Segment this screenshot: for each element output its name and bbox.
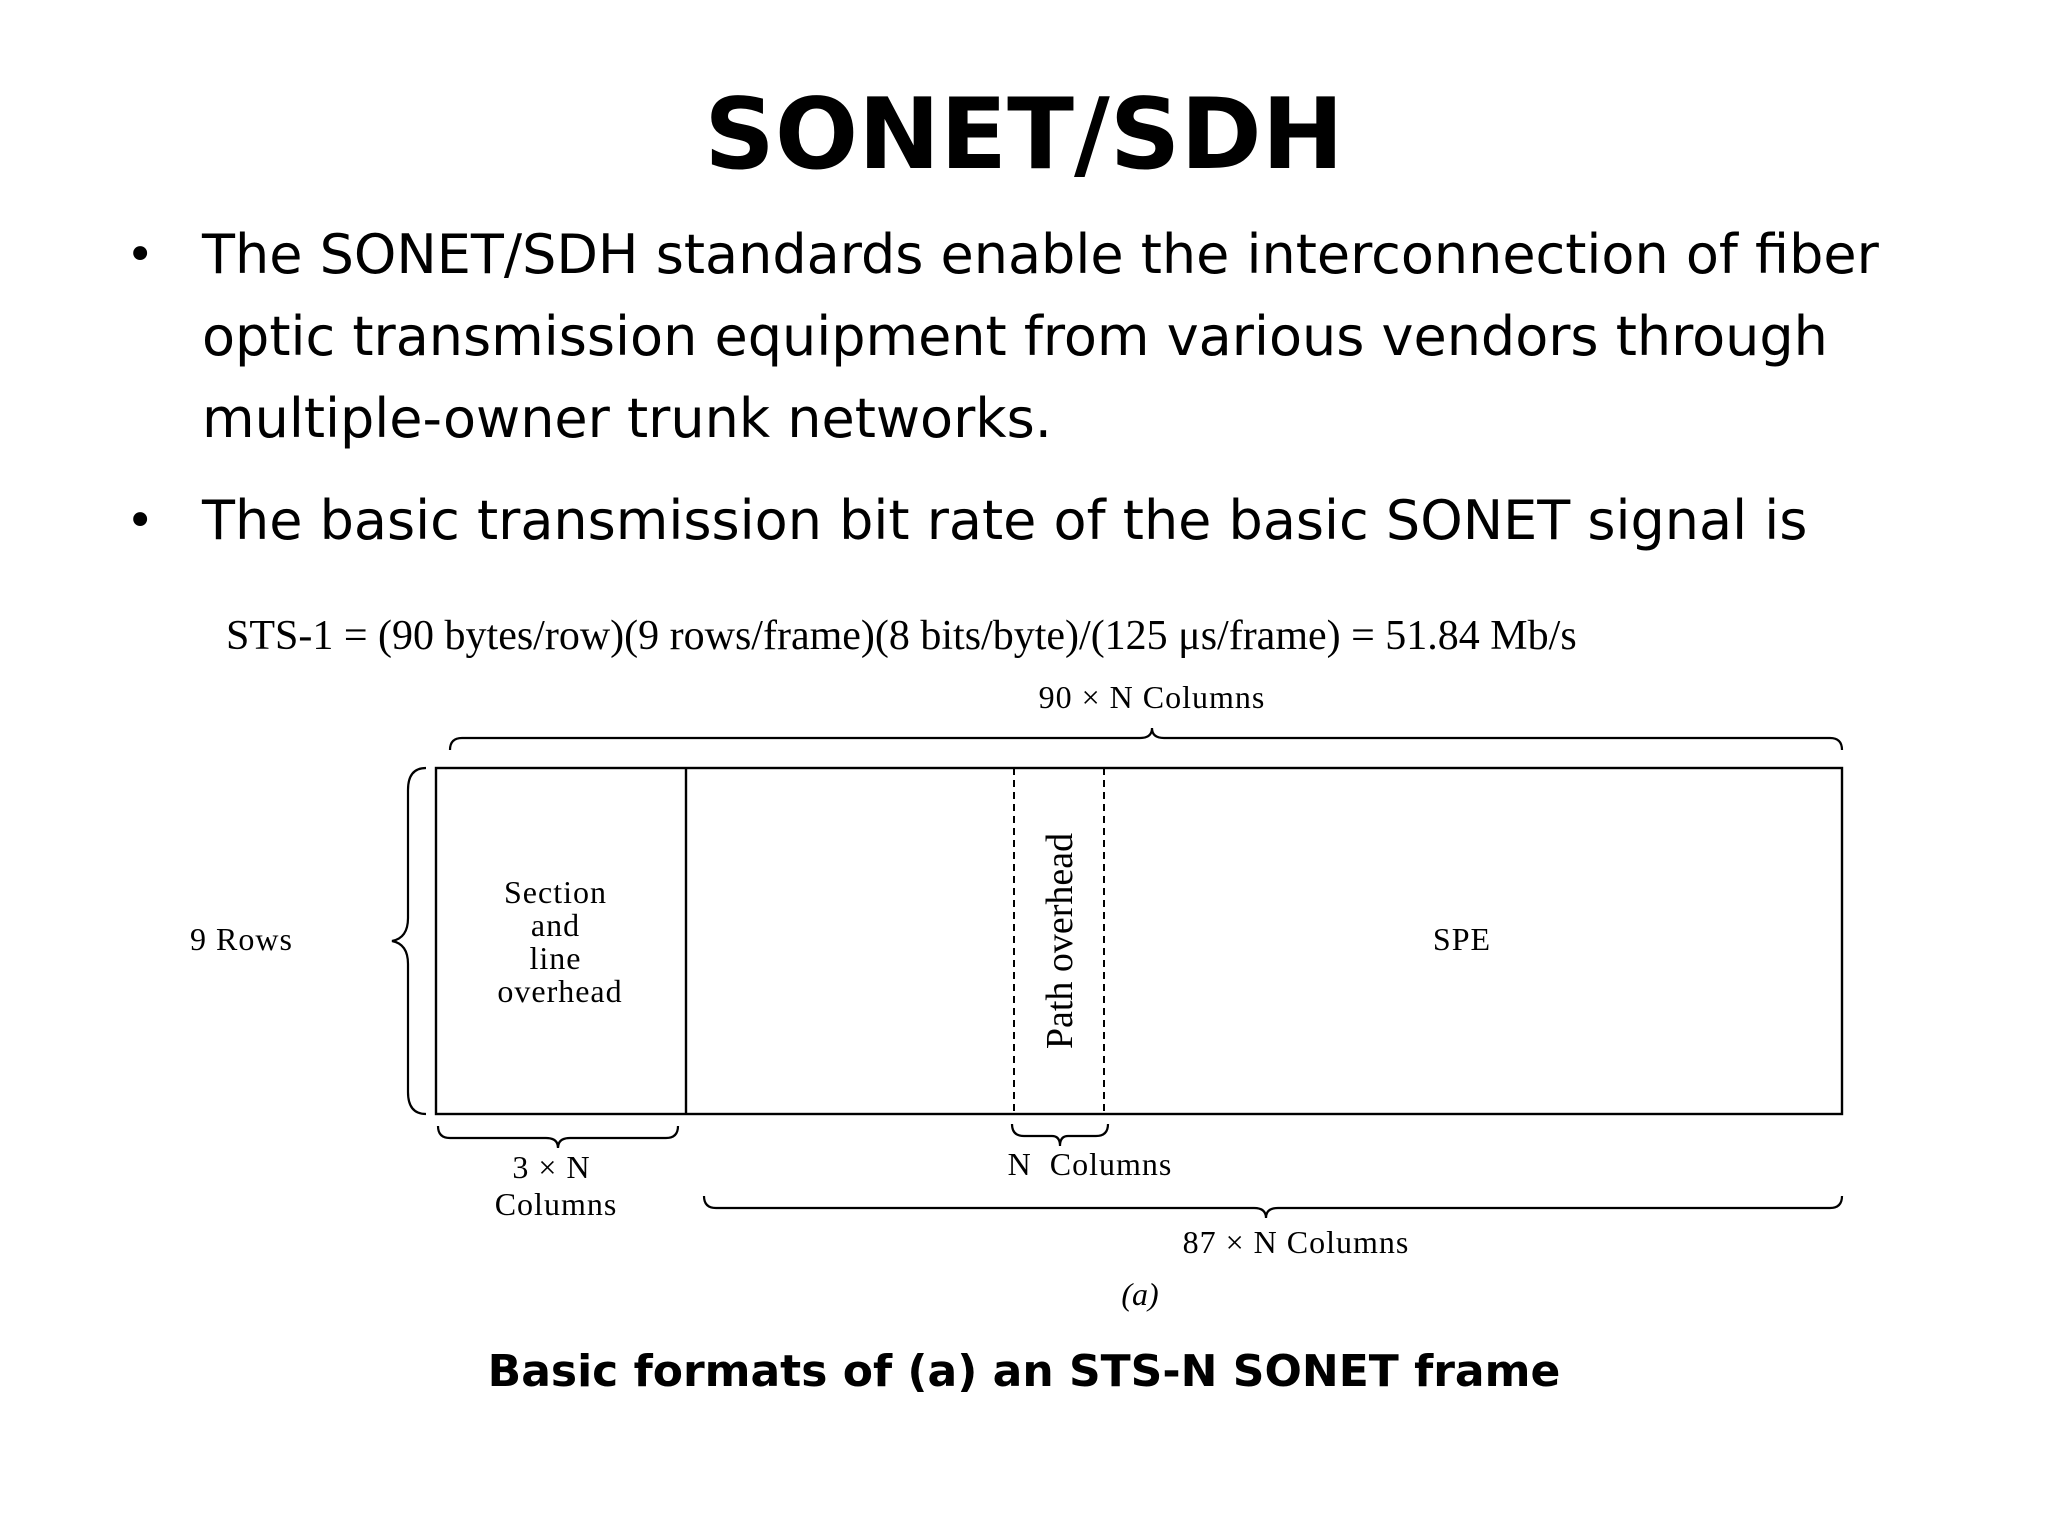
path-columns-label: N Columns [1007,1146,1173,1182]
section-line-overhead-label [497,874,622,1009]
top-columns-label: 90 × N Columns [1038,679,1266,715]
frame-outline [436,768,1842,1114]
bullet-list [120,214,1980,582]
slide-title: SONET/SDH [704,78,1344,192]
bullet-icon: • [126,493,155,549]
figure-sublabel: (a) [1121,1276,1159,1312]
payload-columns-label: 87 × N Columns [1182,1224,1410,1260]
top-columns-brace [450,728,1842,750]
overhead-columns-brace [438,1126,678,1148]
bullet-text: The SONET/SDH standards enable the interconnection of fiber optic transmission equipment from various vendors through multiple-owner trunk networks. [202,223,1879,450]
sonet-frame-diagram [0,580,2048,1340]
sts1-formula: STS-1 = (90 bytes/row)(9 rows/frame)(8 bits/byte)/(125 μs/frame) = 51.84 Mb/s [226,613,1577,659]
rows-brace [392,768,426,1114]
section-line-overhead-line: and [530,907,581,943]
bullet-item [120,214,1980,460]
path-overhead-label: Path overhead [1039,832,1081,1050]
section-line-overhead-line: overhead [497,973,623,1009]
overhead-columns-line: 3 × N [512,1149,591,1185]
spe-label: SPE [1432,921,1492,957]
bullet-text: The basic transmission bit rate of the basic SONET signal is [202,489,1808,552]
section-line-overhead-line: Section [504,874,607,910]
section-line-overhead-line: line [529,940,582,976]
payload-columns-brace [704,1196,1842,1218]
bullet-item [120,480,1980,562]
path-columns-brace [1012,1124,1108,1146]
overhead-columns-label [495,1149,618,1222]
overhead-columns-line: Columns [494,1186,618,1222]
bullet-icon: • [126,227,155,283]
rows-label: 9 Rows [190,921,293,957]
figure-caption: Basic formats of (a) an STS-N SONET frame [487,1346,1561,1397]
